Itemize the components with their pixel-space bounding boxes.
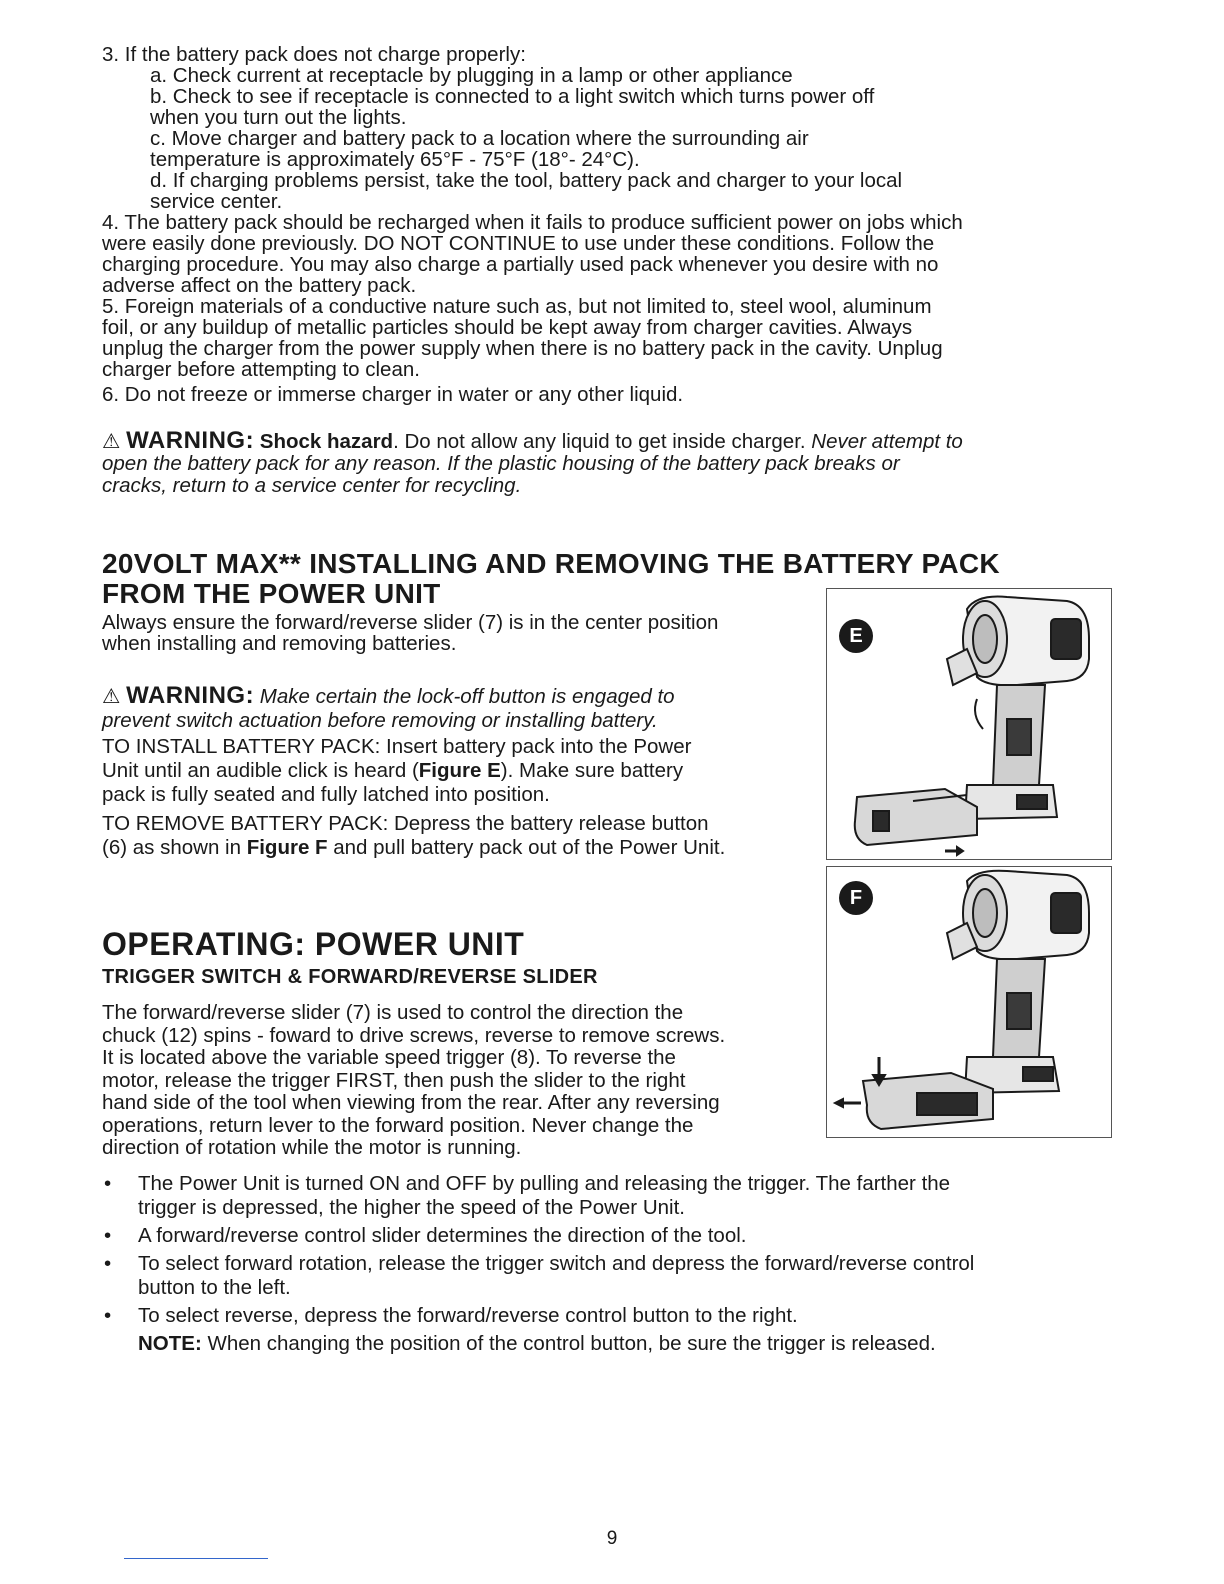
item-6-text: 6. Do not freeze or immerse charger in water or any other liquid.	[102, 383, 684, 406]
drill-battery-remove-illustration	[827, 867, 1111, 1137]
shock-hazard-text: Shock hazard	[259, 430, 394, 453]
operating-line: direction of rotation while the motor is running.	[102, 1136, 522, 1159]
install-section-title-2: FROM THE POWER UNIT	[102, 578, 441, 609]
list-item	[102, 1224, 1122, 1248]
operating-line: motor, release the trigger FIRST, then push the slider to the right	[102, 1068, 686, 1092]
remove-line2c: and pull battery pack out of the Power Unit.	[327, 836, 726, 859]
note	[102, 1332, 1122, 1356]
install-line3: pack is fully seated and fully latched into position.	[102, 783, 550, 806]
figure-f-badge: F	[839, 881, 873, 915]
warning-italic-1: Never attempt to	[811, 430, 963, 453]
item-4-line: adverse affect on the battery pack.	[102, 274, 417, 297]
warning-label: WARNING:	[126, 427, 255, 454]
item-4-line: charging procedure. You may also charge a partially used pack whenever you desire with no	[102, 253, 939, 276]
install-intro	[102, 612, 718, 654]
remove-line2a: (6) as shown in	[102, 836, 247, 859]
install-intro-line1: Always ensure the forward/reverse slider (7) is in the center position	[102, 611, 719, 634]
drill-battery-install-illustration	[827, 589, 1111, 859]
note-label: NOTE:	[138, 1332, 202, 1355]
warning-triangle-icon: ⚠	[102, 430, 121, 453]
item-5-line: charger before attempting to clean.	[102, 358, 420, 381]
bullet-marker: •	[104, 1252, 112, 1275]
item-4-line: 4. The battery pack should be recharged when it fails to produce sufficient power on jobs which	[102, 211, 963, 234]
operating-line: chuck (12) spins - foward to drive screws, reverse to remove screws.	[102, 1023, 726, 1047]
lockoff-warning	[102, 684, 675, 733]
operating-paragraph	[102, 1002, 725, 1160]
item-5-line: unplug the charger from the power supply when there is no battery pack in the cavity. Unplug	[102, 337, 943, 360]
remove-line1: TO REMOVE BATTERY PACK: Depress the battery release button	[102, 812, 709, 835]
item-4-line: were easily done previously. DO NOT CONTINUE to use under these conditions. Follow the	[102, 232, 935, 255]
install-line2a: Unit until an audible click is heard (	[102, 759, 419, 782]
lockoff-italic-1: Make certain the lock-off button is engaged to	[259, 685, 675, 708]
footer-rule	[124, 1558, 268, 1559]
operating-line: hand side of the tool when viewing from the rear. After any reversing	[102, 1091, 720, 1114]
install-battery-instructions	[102, 735, 691, 807]
install-line1: TO INSTALL BATTERY PACK: Insert battery pack into the Power	[102, 735, 692, 758]
item-3-c-line1: c. Move charger and battery pack to a location where the surrounding air	[150, 127, 809, 150]
warning-plain-text: . Do not allow any liquid to get inside charger.	[393, 430, 812, 453]
operating-line: operations, return lever to the forward position. Never change the	[102, 1113, 694, 1137]
item-3-d-line1: d. If charging problems persist, take the tool, battery pack and charger to your local	[150, 169, 903, 192]
lockoff-italic-2: prevent switch actuation before removing or installing battery.	[102, 709, 658, 732]
figure-f-ref: Figure F	[246, 836, 328, 859]
figure-f	[826, 866, 1112, 1138]
item-5-line: 5. Foreign materials of a conductive nature such as, but not limited to, steel wool, aluminum	[102, 295, 932, 318]
warning-italic-2: open the battery pack for any reason. If the plastic housing of the battery pack breaks or	[102, 452, 900, 475]
bullet-line: A forward/reverse control slider determines the direction of the tool.	[138, 1224, 747, 1247]
bullet-marker: •	[104, 1172, 112, 1195]
list-item	[102, 1304, 1122, 1328]
page-number: 9	[606, 1528, 618, 1549]
shock-warning	[102, 427, 963, 497]
item-3	[102, 44, 902, 212]
warning-label: WARNING:	[126, 682, 255, 709]
operating-line: The forward/reverse slider (7) is used to control the direction the	[102, 1001, 684, 1024]
bullet-marker: •	[104, 1304, 112, 1327]
bullet-line: To select reverse, depress the forward/reverse control button to the right.	[138, 1304, 798, 1327]
item-3-b-line1: b. Check to see if receptacle is connected to a light switch which turns power off	[150, 85, 875, 108]
item-6	[102, 384, 683, 405]
bullet-line: The Power Unit is turned ON and OFF by pulling and releasing the trigger. The farther the	[138, 1172, 951, 1195]
install-line2c: ). Make sure battery	[500, 759, 684, 782]
item-3-b-line2: when you turn out the lights.	[150, 106, 407, 129]
item-5	[102, 296, 943, 380]
warning-triangle-icon: ⚠	[102, 685, 121, 708]
figure-e-badge: E	[839, 619, 873, 653]
operating-subtitle: TRIGGER SWITCH & FORWARD/REVERSE SLIDER	[102, 966, 598, 988]
item-5-line: foil, or any buildup of metallic particles should be kept away from charger cavities. Always	[102, 316, 913, 339]
note-text: When changing the position of the control button, be sure the trigger is released.	[201, 1332, 936, 1355]
operating-bullet-list	[102, 1172, 1122, 1356]
list-item	[102, 1252, 1122, 1300]
bullet-line: To select forward rotation, release the trigger switch and depress the forward/reverse control	[138, 1252, 975, 1275]
bullet-line: button to the left.	[138, 1276, 291, 1299]
list-item	[102, 1172, 1122, 1220]
bullet-marker: •	[104, 1224, 112, 1247]
operating-title: OPERATING: POWER UNIT	[102, 926, 525, 962]
install-section-title-1: 20VOLT MAX** INSTALLING AND REMOVING THE BATTERY PACK	[102, 548, 1000, 579]
warning-italic-3: cracks, return to a service center for recycling.	[102, 474, 522, 497]
bullet-line: trigger is depressed, the higher the speed of the Power Unit.	[138, 1196, 685, 1219]
remove-battery-instructions	[102, 812, 725, 860]
operating-line: It is located above the variable speed trigger (8). To reverse the	[102, 1046, 676, 1069]
item-4	[102, 212, 963, 296]
item-3-c-line2: temperature is approximately 65°F - 75°F (18°- 24°C).	[150, 148, 640, 171]
install-intro-line2: when installing and removing batteries.	[102, 632, 457, 655]
figure-e-ref: Figure E	[418, 759, 501, 782]
item-3-d-line2: service center.	[150, 190, 283, 213]
item-3-lead: 3. If the battery pack does not charge properly:	[102, 43, 526, 66]
item-3-a: a. Check current at receptacle by plugging in a lamp or other appliance	[150, 64, 793, 87]
figure-e	[826, 588, 1112, 860]
